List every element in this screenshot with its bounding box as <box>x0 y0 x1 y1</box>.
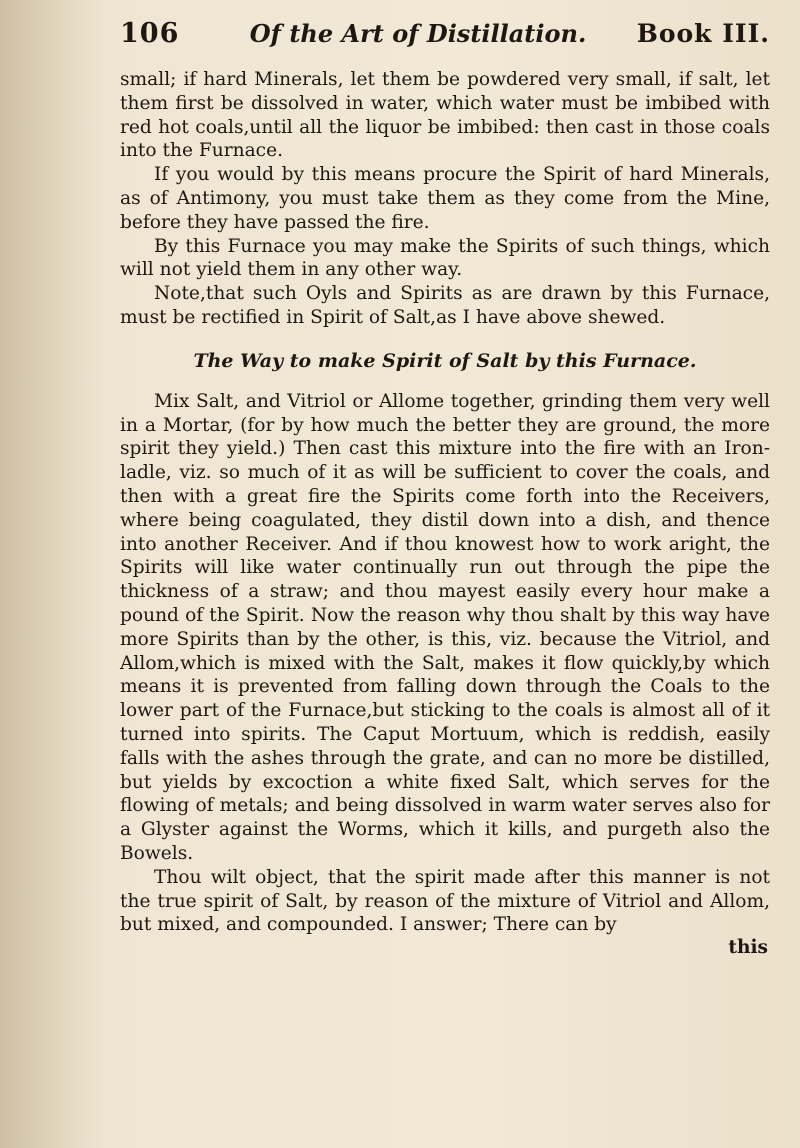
catchword: this <box>728 937 768 959</box>
page-number: 106 <box>120 18 180 49</box>
book-label: Book III. <box>636 19 770 48</box>
paragraph: Note,that such Oyls and Spirits as are drawn by this Furnace, must be rectified in Spirit of Salt,as I have above shewed. <box>120 283 770 328</box>
paragraph: Thou wilt object, that the spirit made after this manner is not the true spirit of Salt, by reason of the mixture of Vitriol and Allom, but mixed, and compounded. I answer; There can by <box>120 866 770 936</box>
section-title: The Way to make Spirit of Salt by this Furnace. <box>193 349 697 372</box>
paragraph: If you would by this means procure the Spirit of hard Minerals, as of Antimony, you must take them as they come from the Mine, before they have passed the fire. <box>120 164 770 233</box>
page-header <box>120 18 770 58</box>
gutter-shadow <box>0 0 110 1148</box>
running-head: Of the Art of Distillation. <box>249 19 587 48</box>
text-block <box>120 68 770 958</box>
paragraph: small; if hard Minerals, let them be powdered very small, if salt, let them first be dissolved in water, which water must be imbibed with red hot coals,until all the liquor be imbibed: then cast in those coals into the Furnace. <box>120 69 770 162</box>
paragraph: By this Furnace you may make the Spirits of such things, which will not yield them in any other way. <box>120 235 770 281</box>
paragraph: Mix Salt, and Vitriol or Allome together, grinding them very well in a Mortar, (for by how much the better they are ground, the more spirit they yield.) Then cast this mixture into the fire with an Iron-ladle, viz. so much of it as will be sufficient to cover the coals, and then with a great fire the Spirits come forth into the Receivers, where being coagulated, they distil down into a dish, and thence into another Receiver. And if thou knowest how to work aright, the Spirits will like water continually run out through the pipe the thickness of a straw; and thou mayest easily every hour make a pound of the Spirit. Now the reason why thou shalt by this way have more Spirits than by the other, is this, viz. because the Vitriol, and Allom,which is mixed with the Salt, makes it flow quickly,by which means it is prevented from falling down through the Coals to the lower part of the Furnace,but sticking to the coals is almost all of it turned into spirits. The Caput Mortuum, which is reddish, easily falls with the ashes through the grate, and can no more be distilled, but yields by excoction a white fixed Salt, which serves for the flowing of metals; and being dissolved in warm water serves also for a Glyster against the Worms, which it kills, and purgeth also the Bowels. <box>120 390 770 864</box>
